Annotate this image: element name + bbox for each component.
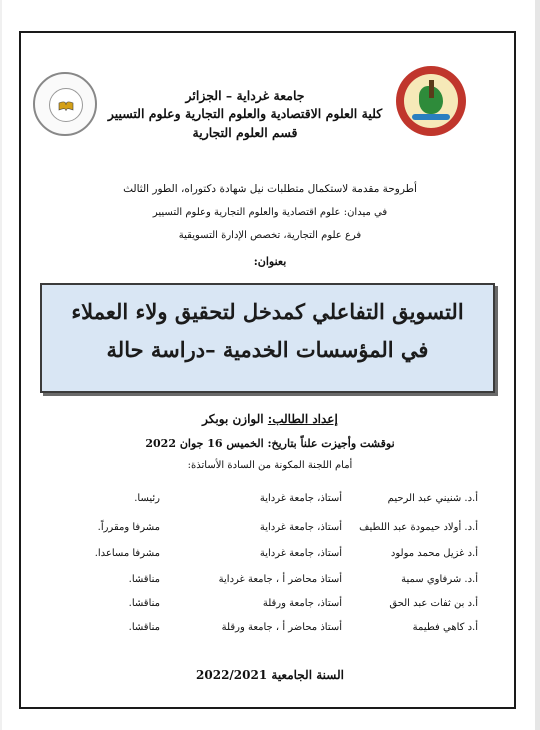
department-name: قسم العلوم التجارية bbox=[192, 125, 298, 140]
thesis-title-line-1: التسويق التفاعلي كمدخل لتحقيق ولاء العملاء bbox=[71, 299, 464, 324]
committee-member-role: مناقشا. bbox=[128, 622, 160, 633]
minaret-icon bbox=[429, 80, 434, 98]
committee-member-rank: أستاذ، جامعة غرداية bbox=[259, 548, 342, 559]
thesis-branch: فرع علوم التجارية، تخصص الإدارة التسويقية bbox=[178, 230, 362, 241]
student-name: الوازن بوبكر bbox=[202, 412, 264, 426]
committee-member-name: أ.د. شرفاوي سمية bbox=[401, 574, 478, 585]
committee-intro: أمام اللجنة المكونة من السادة الأساتذة: bbox=[187, 460, 353, 471]
wave-icon bbox=[412, 114, 450, 120]
committee-member-rank: أستاذ، جامعة غرداية bbox=[259, 493, 342, 504]
committee-member-name: أ.د غزيل محمد مولود bbox=[390, 548, 478, 559]
university-logo-ring bbox=[404, 74, 458, 128]
committee-member-role: رئيسا. bbox=[134, 493, 160, 504]
university-name: جامعة غرداية – الجزائر bbox=[185, 88, 305, 103]
faculty-name: كلية العلوم الاقتصادية والعلوم التجارية وعلوم التسيير bbox=[107, 106, 383, 121]
committee-member-name: أ.د بن ثفات عبد الحق bbox=[389, 598, 478, 609]
faculty-logo-icon bbox=[33, 72, 97, 136]
book-icon bbox=[58, 101, 74, 111]
committee-member-rank: أستاذ، جامعة ورقلة bbox=[262, 598, 342, 609]
committee-member-role: مشرفا ومقرراً. bbox=[97, 522, 160, 533]
committee-member-rank: أستاذ، جامعة غرداية bbox=[259, 522, 342, 533]
committee-member-role: مناقشا. bbox=[128, 574, 160, 585]
committee-member-role: مناقشا. bbox=[128, 598, 160, 609]
thesis-title-box bbox=[40, 283, 495, 393]
titled-label: بعنوان: bbox=[253, 255, 287, 268]
committee-member-name: أ.د. أولاد حيمودة عبد اللطيف bbox=[359, 522, 478, 533]
committee-member-name: أ.د. شنيني عبد الرحيم bbox=[387, 493, 478, 504]
faculty-logo-inner bbox=[49, 88, 83, 122]
university-logo-icon bbox=[396, 66, 466, 136]
committee-member-role: مشرفا مساعدا. bbox=[94, 548, 160, 559]
student-label: إعداد الطالب: bbox=[267, 412, 338, 426]
academic-year: السنة الجامعية 2022/2021 bbox=[196, 668, 344, 682]
thesis-field: في ميدان: علوم اقتصادية والعلوم التجارية وعلوم التسيير bbox=[152, 207, 388, 218]
thesis-purpose: أطروحة مقدمة لاستكمال متطلبات نيل شهادة دكتوراه، الطور الثالث bbox=[123, 183, 417, 195]
committee-member-rank: أستاذ محاضر أ ، جامعة غرداية bbox=[218, 574, 342, 585]
committee-member-name: أ.د كاهي فطيمة bbox=[412, 622, 478, 633]
student-line bbox=[150, 412, 390, 426]
defense-date: نوقشت وأجيزت علناً بتاريخ: الخميس 16 جوان 2022 bbox=[145, 437, 395, 450]
page-shadow bbox=[535, 0, 540, 730]
committee-member-rank: أستاذ محاضر أ ، جامعة ورقلة bbox=[221, 622, 342, 633]
page-edge bbox=[0, 0, 2, 730]
thesis-title-line-2: في المؤسسات الخدمية –دراسة حالة bbox=[106, 337, 429, 362]
